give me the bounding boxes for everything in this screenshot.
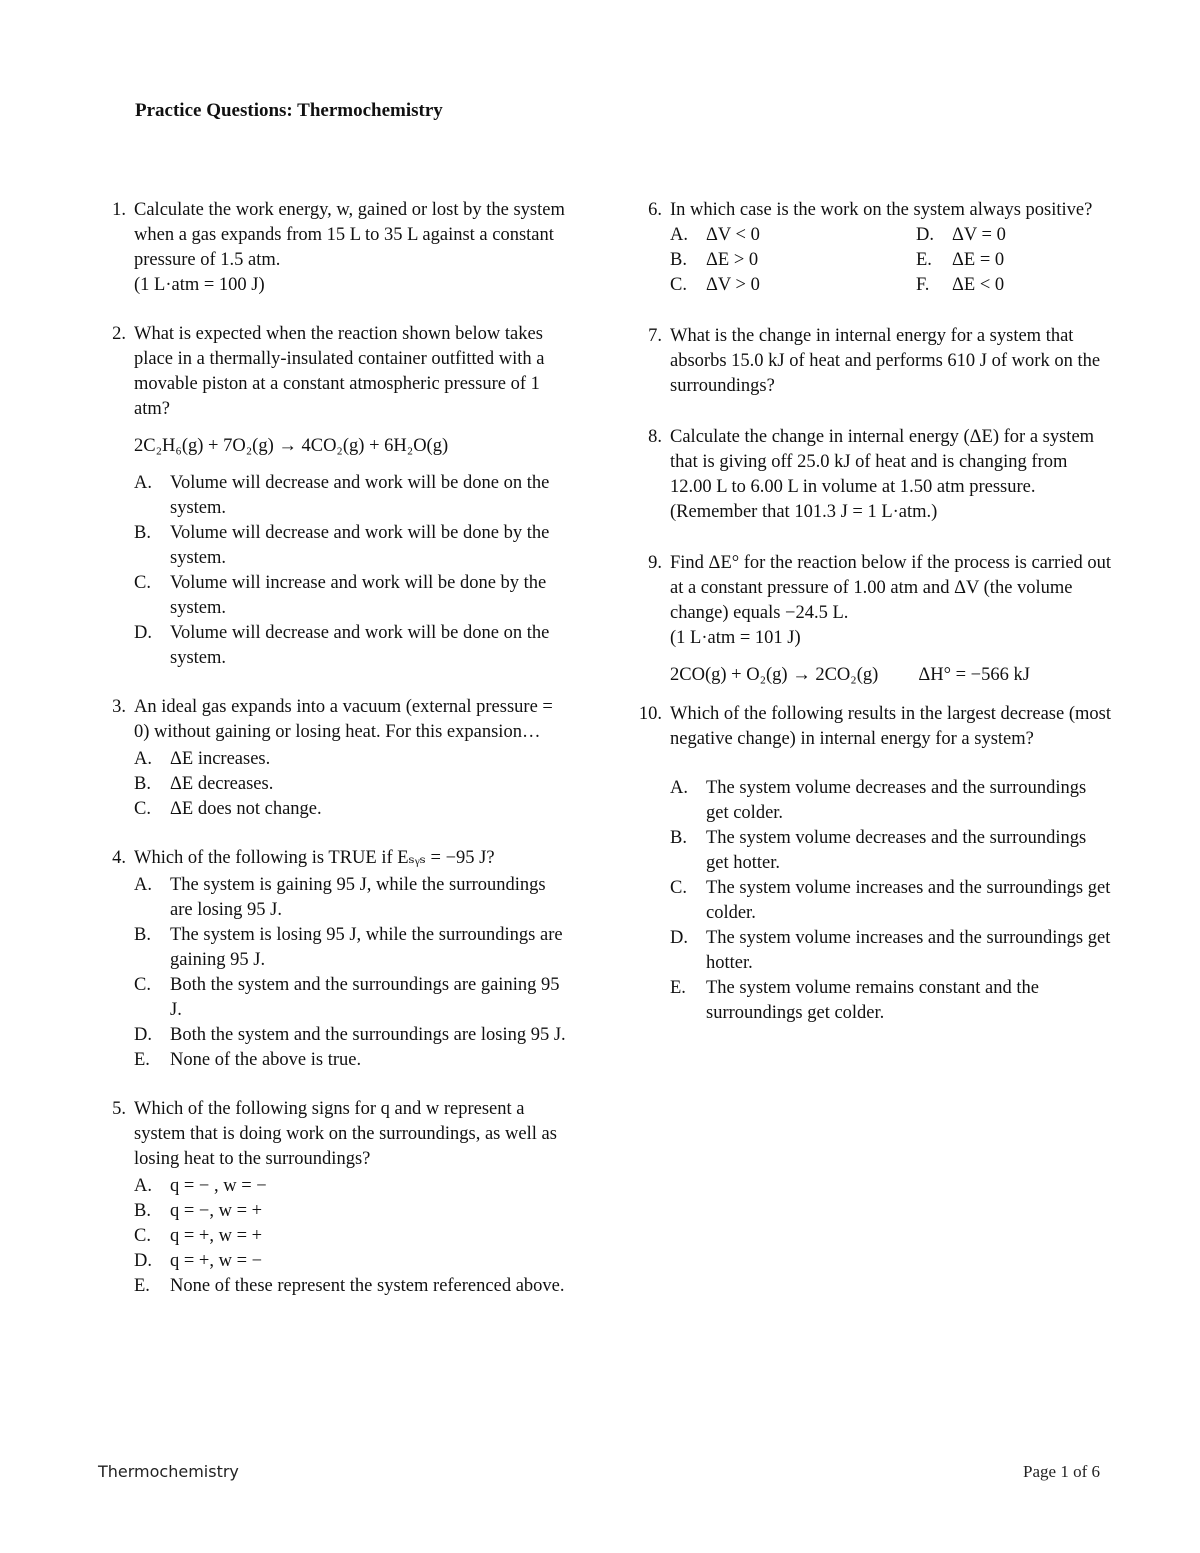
option xyxy=(670,223,916,248)
option-letter: D. xyxy=(134,1251,152,1271)
option-text: Both the system and the surroundings are losing 95 J. xyxy=(170,1025,566,1045)
option-text: q = +, w = + xyxy=(170,1226,263,1246)
option-text: Volume will decrease and work will be done by the system. xyxy=(170,523,550,568)
option-text: ΔV = 0 xyxy=(952,225,1006,245)
option-letter: E. xyxy=(134,1276,150,1296)
answer-options xyxy=(670,776,1112,1026)
question-text: Which of the following is TRUE if Eₛᵧₛ = −95 J? xyxy=(134,848,495,868)
answer-options xyxy=(134,747,566,822)
option-text: The system volume decreases and the surroundings get colder. xyxy=(706,778,1087,823)
option-text: The system is losing 95 J, while the surroundings are gaining 95 J. xyxy=(170,925,563,970)
option xyxy=(134,747,566,772)
question-text: Which of the following results in the largest decrease (most negative change) in internal energy for a system? xyxy=(670,704,1111,749)
enthalpy-value: ΔH° = −566 kJ xyxy=(918,665,1030,685)
option xyxy=(134,1174,566,1199)
question-2 xyxy=(96,322,566,671)
option xyxy=(134,772,566,797)
option xyxy=(916,273,1116,298)
option xyxy=(134,621,566,671)
option-letter: C. xyxy=(134,1226,151,1246)
option-letter: D. xyxy=(134,1025,152,1045)
option xyxy=(670,248,916,273)
option-letter: B. xyxy=(670,250,687,270)
option xyxy=(134,1224,566,1249)
option-text: ΔE > 0 xyxy=(706,250,759,270)
page-title: Practice Questions: Thermochemistry xyxy=(135,100,443,121)
question-9 xyxy=(632,551,1112,688)
option-text: The system volume remains constant and the surroundings get colder. xyxy=(706,978,1039,1023)
question-number: 8. xyxy=(648,427,662,447)
reaction-equation: 2CO(g) + O₂(g) → 2CO₂(g) xyxy=(670,665,879,685)
option-letter: A. xyxy=(134,875,152,895)
option-text: ΔE increases. xyxy=(170,749,271,769)
question-text: What is the change in internal energy for a system that absorbs 15.0 kJ of heat and performs 610 J of work on the surroundings? xyxy=(670,326,1101,396)
option xyxy=(134,797,566,822)
option-letter: A. xyxy=(134,473,152,493)
question-text: An ideal gas expands into a vacuum (external pressure = 0) without gaining or losing heat. For this expansion… xyxy=(134,697,553,742)
option-text: q = −, w = + xyxy=(170,1201,263,1221)
question-6 xyxy=(632,198,1112,298)
option xyxy=(670,976,1112,1026)
option-text: ΔE = 0 xyxy=(952,250,1005,270)
question-text: Find ΔE° for the reaction below if the process is carried out at a constant pressure of 1.00 atm and ΔV (the volume change) equals −24.5 L. xyxy=(670,553,1112,623)
option-text: ΔV < 0 xyxy=(706,225,760,245)
answer-options xyxy=(134,471,566,671)
option-letter: C. xyxy=(134,975,151,995)
option-text: None of these represent the system referenced above. xyxy=(170,1276,565,1296)
question-number: 6. xyxy=(648,200,662,220)
option xyxy=(134,1249,566,1274)
question-3 xyxy=(96,695,566,822)
question-text: Which of the following signs for q and w represent a system that is doing work on the surroundings, as well as losing heat to the surroundings? xyxy=(134,1099,557,1169)
option-text: None of the above is true. xyxy=(170,1050,362,1070)
option-text: The system is gaining 95 J, while the surroundings are losing 95 J. xyxy=(170,875,546,920)
question-5 xyxy=(96,1097,566,1299)
option-letter: B. xyxy=(134,774,151,794)
option-letter: A. xyxy=(670,225,688,245)
question-8 xyxy=(632,425,1112,525)
question-1 xyxy=(96,198,566,298)
option xyxy=(670,273,916,298)
question-text: What is expected when the reaction shown below takes place in a thermally-insulated container outfitted with a movable piston at a constant atmospheric pressure of 1 atm? xyxy=(134,324,545,419)
option-letter: C. xyxy=(134,573,151,593)
option-letter: F. xyxy=(916,275,930,295)
option-letter: B. xyxy=(670,828,687,848)
option-letter: A. xyxy=(670,778,688,798)
option-text: The system volume decreases and the surroundings get hotter. xyxy=(706,828,1087,873)
question-number: 10. xyxy=(638,704,662,724)
option xyxy=(134,873,566,923)
question-text: In which case is the work on the system always positive? xyxy=(670,200,1093,220)
question-number: 2. xyxy=(112,324,126,344)
option xyxy=(134,1199,566,1224)
option-letter: A. xyxy=(134,749,152,769)
question-7 xyxy=(632,324,1112,399)
question-note: (1 L·atm = 101 J) xyxy=(670,628,801,648)
option-letter: D. xyxy=(670,928,688,948)
option-text: ΔE decreases. xyxy=(170,774,274,794)
left-column xyxy=(96,198,566,1299)
option-text: ΔV > 0 xyxy=(706,275,760,295)
option-text: Volume will decrease and work will be done on the system. xyxy=(170,623,550,668)
option-text: ΔE < 0 xyxy=(952,275,1005,295)
option-text: ΔE does not change. xyxy=(170,799,322,819)
option-text: Volume will decrease and work will be done on the system. xyxy=(170,473,550,518)
option xyxy=(916,223,1116,248)
option-text: Volume will increase and work will be done by the system. xyxy=(170,573,547,618)
option-letter: E. xyxy=(670,978,686,998)
answer-options xyxy=(134,1174,566,1299)
question-number: 9. xyxy=(648,553,662,573)
option-text: Both the system and the surroundings are gaining 95 J. xyxy=(170,975,560,1020)
option xyxy=(134,1274,566,1299)
question-number: 5. xyxy=(112,1099,126,1119)
option xyxy=(134,973,566,1023)
option xyxy=(916,248,1116,273)
question-10 xyxy=(632,702,1112,1026)
footer-subject: Thermochemistry xyxy=(98,1462,239,1481)
option-letter: C. xyxy=(134,799,151,819)
question-number: 1. xyxy=(112,200,126,220)
option xyxy=(134,571,566,621)
option-letter: C. xyxy=(670,275,687,295)
question-text: Calculate the work energy, w, gained or lost by the system when a gas expands from 15 L to 35 L against a constant pressure of 1.5 atm. xyxy=(134,200,565,270)
option-letter: D. xyxy=(134,623,152,643)
option-letter: A. xyxy=(134,1176,152,1196)
option-letter: E. xyxy=(916,250,932,270)
option xyxy=(670,776,1112,826)
question-number: 4. xyxy=(112,848,126,868)
question-note: (1 L·atm = 100 J) xyxy=(134,275,265,295)
question-number: 3. xyxy=(112,697,126,717)
option xyxy=(670,876,1112,926)
option-letter: B. xyxy=(134,925,151,945)
option-text: The system volume increases and the surroundings get colder. xyxy=(706,878,1111,923)
option-letter: B. xyxy=(134,1201,151,1221)
option xyxy=(134,1023,566,1048)
option xyxy=(134,923,566,973)
option-letter: C. xyxy=(670,878,687,898)
page-number: Page 1 of 6 xyxy=(1023,1462,1100,1481)
option xyxy=(134,471,566,521)
option xyxy=(670,826,1112,876)
option-text: q = − , w = − xyxy=(170,1176,267,1196)
option xyxy=(670,926,1112,976)
question-note: (Remember that 101.3 J = 1 L·atm.) xyxy=(670,502,938,522)
right-column xyxy=(632,198,1112,1026)
option-letter: D. xyxy=(916,225,934,245)
question-4 xyxy=(96,846,566,1073)
option xyxy=(134,521,566,571)
answer-options xyxy=(670,223,1112,298)
reaction-equation: 2C₂H₆(g) + 7O₂(g) → 4CO₂(g) + 6H₂O(g) xyxy=(134,436,449,456)
option-text: q = +, w = − xyxy=(170,1251,263,1271)
option-letter: B. xyxy=(134,523,151,543)
option-letter: E. xyxy=(134,1050,150,1070)
option-text: The system volume increases and the surroundings get hotter. xyxy=(706,928,1111,973)
reaction-equation-row xyxy=(670,663,1112,688)
question-number: 7. xyxy=(648,326,662,346)
question-text: Calculate the change in internal energy (ΔE) for a system that is giving off 25.0 kJ of heat and is changing from 12.00 L to 6.00 L in volume at 1.50 atm pressure. xyxy=(670,427,1095,497)
option xyxy=(134,1048,566,1073)
answer-options xyxy=(134,873,566,1073)
